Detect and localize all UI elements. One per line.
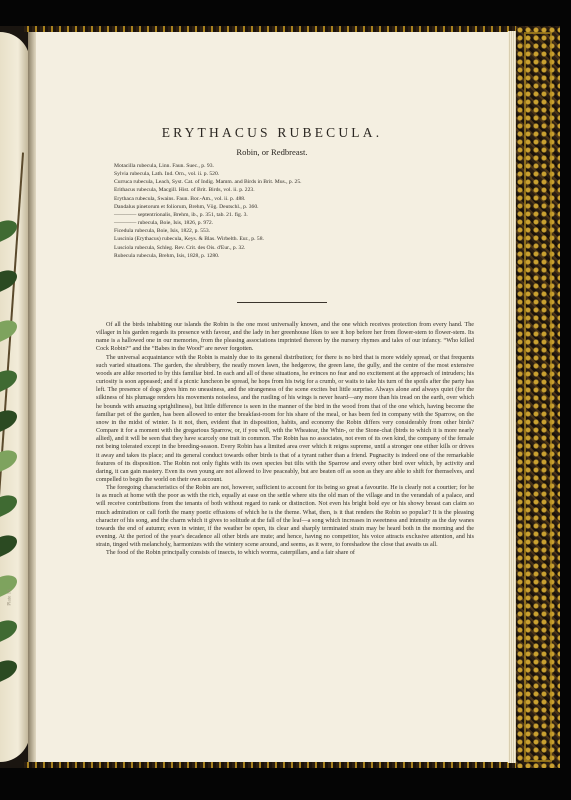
synonymy-references xyxy=(114,162,454,260)
paragraph: The food of the Robin principally consists of insects, to which worms, caterpillars, and a fair share of xyxy=(106,550,355,557)
page-number: Plate 14 xyxy=(7,589,13,606)
body-text xyxy=(96,321,474,558)
reference-line: Ficedula rubecula, Boie, Isis, 1822, p. 553. xyxy=(114,228,211,235)
reference-line: Dandalus pinetorum et foliorum, Brehm, Vög. Deutschl., p. 360. xyxy=(114,203,259,210)
text-page xyxy=(36,32,508,762)
reference-line: Sylvia rubecula, Lath. Ind. Orn., vol. ii. p. 520. xyxy=(114,171,220,178)
reference-line: Erithacus rubecula, Macgill. Hist. of Brit. Birds, vol. ii. p. 223. xyxy=(114,187,255,194)
page-edges xyxy=(508,31,516,763)
facing-page-illustration xyxy=(0,32,30,762)
page-title: ERYTHACUS RUBECULA. xyxy=(161,125,383,140)
paragraph: The foregoing characteristics of the Robin are not, however, sufficient to account for its being so great a favourite. He is clearly not a courtier; for he is as much at home with the poor as with the rich, equally at ease on the settle where sits the old man of the village and in the verandah of a palace, and will receive contributions from the tenants of both without regard to rank or distinction. Not even his bright bold eye or his showy breast can claim so much admiration or call forth the many poetic effusions of which he is the theme. What, then, is it that renders the Robin so popular? It is the pleasing character of his song, and the charm which it gives to solitude at the fall of the leaf—a song which increases in sweetness and intensity as the day wanes towards the end of autumn; even in winter, if the weather be open, its clear and sharply terminated strain may be heard both in the morning and the evening. At the period of the year's decadence all other birds are mute; and hence, having no competitor, his voice attracts exclusive attention, and his strain, tinged with melancholy, harmonizes with the wintery scene around, and seems, as it were, to foreshadow the close that awaits us all. xyxy=(96,485,474,549)
reference-line: Rubecula rubecula, Brehm, Isis, 1828, p. 1280. xyxy=(114,252,220,259)
reference-line: Lusciola rubecula, Schleg. Rev. Crit. des Ois. d'Eur., p. 32. xyxy=(114,244,246,251)
reference-line: Motacilla rubecula, Linn. Faun. Suec., p. 93. xyxy=(114,163,214,169)
reference-line: Luscinia (Erythacus) rubecula, Keys. & Blas. Wirbelth. Eur., p. 58. xyxy=(114,236,264,243)
cover-border-bottom xyxy=(24,762,516,768)
paragraph: Of all the birds inhabiting our islands the Robin is the one most universally known, and the one which receives protection from every hand. The villager in his garden regards its presence with favour, and the lady in her greenhouse likes to see it hop before her from flower-stem to flower-stem. Its name is a hallowed one in our memories, from the pleasing associations imprinted thereon by the nursery rhymes and tales of our infancy. “Who killed Cock Robin?” and the “Babes in the Wood” are never forgotten. xyxy=(96,322,474,353)
decorative-cover-edge xyxy=(516,26,560,768)
section-divider xyxy=(237,302,327,303)
reference-line: ———— rubecula, Boie, Isis, 1826, p. 972. xyxy=(114,220,214,227)
reference-line: ———— septentrionalis, Brehm, ib., p. 351, tab. 21. fig. 3. xyxy=(114,211,248,218)
page-subtitle: Robin, or Redbreast. xyxy=(236,147,308,157)
paragraph: The universal acquaintance with the Robin is mainly due to its general distribution; for there is no bird that is more widely spread, or that frequents such varied situations. The garden, the shrubbery, the neatly mown lawn, the hedgerow, the green lane, the gully, and the centre of the most extensive woods are alike resorted to by this familiar bird. In each and all of these situations, he evinces no fear and no excitement at the approach of intruders; his curiosity is soon appeased; and if a picnic luncheon be spread, he hops from his twig for a crumb, or waits to take his turn of the spoils after the party has left. The presence of dogs gives him no uneasiness, and the strangeness of the scene excites but little surprise. Always alone and always quiet (for the silkiness of his plumage renders his movements noiseless, and the rustling of his wings is never heard—any more than his tread on the earth, over which he bounds with amazing sprightliness), but little difference is seen in the manner of the bird in the wood from that of the one which, having become the familiar pet of the garden, has been allowed to enter the breakfast-room for his share of the meal, or has been fed in company with the Sparrow, on the snow in the midst of winter. Is it not, then, evident that in disposition, habits, and economy the Robin differs very considerably from other birds? Compare it for a moment with the gregarious Sparrow, or, if you will, with the Wheatear, the Whin-, or the Stone-chat (birds to which it is more nearly allied), and it will be seen that they have scarcely one trait in common. The Robin has no associates, not even of its own kind, the company of the female not being tolerated except in the breeding-season. Every Robin has a limited area over which it reigns supreme, until a stronger one either kills or drives it away and takes its place; and its general conduct towards other birds is that of a tyrant rather than a friend. Pugnacity is indeed one of the remarkable features of its disposition. The Robin not only fights with its own species but tilts with the Sparrow and every other bird over which, by activity and daring, it can gain mastery. Even its own young are not allowed to live peaceably, but are beaten off as soon as they are able to shift for themselves, and compelled to begin the world on their own account. xyxy=(96,354,474,483)
reference-line: Erythaca rubecula, Swains. Faun. Bor.-Am., vol. ii. p. 488. xyxy=(114,195,246,202)
reference-line: Curruca rubecula, Leach, Syst. Cat. of Indig. Mamm. and Birds in Brit. Mus., p. 25. xyxy=(114,179,302,186)
